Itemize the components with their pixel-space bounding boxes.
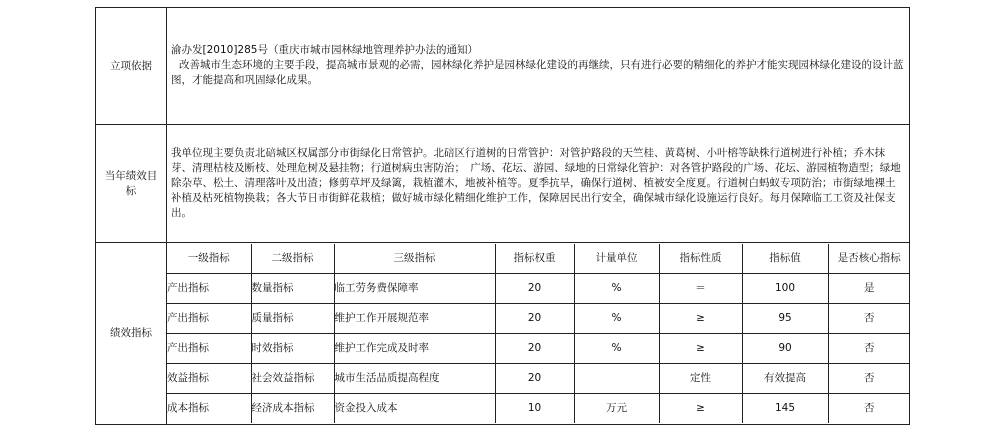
row-unit xyxy=(574,364,659,394)
header-value: 指标值 xyxy=(742,244,828,274)
row-weight: 20 xyxy=(495,274,574,304)
row-nature: ≥ xyxy=(659,394,742,424)
header-level1: 一级指标 xyxy=(167,244,251,274)
row-value: 100 xyxy=(742,274,828,304)
basis-row xyxy=(96,8,910,125)
row-value: 95 xyxy=(742,304,828,334)
perf-row xyxy=(96,243,910,425)
header-unit: 计量单位 xyxy=(574,244,659,274)
row-core: 否 xyxy=(828,394,910,424)
row-core: 否 xyxy=(828,334,910,364)
row-unit: % xyxy=(574,334,659,364)
row-level2: 质量指标 xyxy=(251,304,334,334)
row-value: 145 xyxy=(742,394,828,424)
row-level1: 产出指标 xyxy=(167,274,251,304)
row-level2: 经济成本指标 xyxy=(251,394,334,424)
perf-indicator-table xyxy=(167,244,910,423)
goal-content xyxy=(167,125,910,243)
row-value: 有效提高 xyxy=(742,364,828,394)
basis-content xyxy=(167,8,910,125)
goal-text: 我单位现主要负责北碚城区权属部分市街绿化日常管护。北碚区行道树的日常管护：对管护路段的天竺桂、黄葛树、小叶榕等缺株行道树进行补植；乔木抹芽、清理枯枝及断枝、处理危树及悬挂物；行道树病虫害防治； 广场、花坛、游园、绿地的日常绿化管护：对各管护路段的广场、花坛、游园植物造型；绿地除杂草、松土、清理落叶及出渣；修剪草坪及绿篱，栽植灌木，地被补植等。夏季抗旱，确保行道树、植被安全度夏。行道树白蚂蚁专项防治；市街绿地裸土补植及枯死植物换栽；各大节日市街鲜花栽植；做好城市绿化精细化维护工作，保障居民出行安全，确保城市绿化设施运行良好。每月保障临工工资及社保支出。 xyxy=(171,147,901,219)
row-core: 是 xyxy=(828,274,910,304)
row-weight: 20 xyxy=(495,304,574,334)
table-row xyxy=(167,394,910,424)
basis-description: 改善城市生态环境的主要手段，提高城市景观的必需，园林绿化养护是园林绿化建设的再继续，只有进行必要的精细化的养护才能实现园林绿化建设的设计蓝图，才能提高和巩固绿化成果。 xyxy=(171,59,904,86)
row-unit: 万元 xyxy=(574,394,659,424)
header-nature: 指标性质 xyxy=(659,244,742,274)
table-row xyxy=(167,364,910,394)
row-core: 否 xyxy=(828,304,910,334)
perf-label: 绩效指标 xyxy=(96,243,167,425)
header-weight: 指标权重 xyxy=(495,244,574,274)
basis-label: 立项依据 xyxy=(96,8,167,125)
row-level2: 数量指标 xyxy=(251,274,334,304)
header-level3: 三级指标 xyxy=(334,244,495,274)
row-level3: 城市生活品质提高程度 xyxy=(334,364,495,394)
table-row xyxy=(167,334,910,364)
row-level3: 维护工作完成及时率 xyxy=(334,334,495,364)
row-level2: 时效指标 xyxy=(251,334,334,364)
row-weight: 20 xyxy=(495,334,574,364)
row-level1: 产出指标 xyxy=(167,334,251,364)
row-core: 否 xyxy=(828,364,910,394)
row-nature: ＝ xyxy=(659,274,742,304)
perf-content xyxy=(167,243,910,425)
table-row xyxy=(167,304,910,334)
project-form-table xyxy=(95,7,910,425)
row-nature: ≥ xyxy=(659,334,742,364)
row-nature: 定性 xyxy=(659,364,742,394)
row-level1: 成本指标 xyxy=(167,394,251,424)
row-level1: 产出指标 xyxy=(167,304,251,334)
row-unit: % xyxy=(574,274,659,304)
row-level3: 维护工作开展规范率 xyxy=(334,304,495,334)
row-level1: 效益指标 xyxy=(167,364,251,394)
row-weight: 20 xyxy=(495,364,574,394)
row-nature: ≥ xyxy=(659,304,742,334)
basis-document-ref: 渝办发[2010]285号（重庆市城市园林绿地管理养护办法的通知） xyxy=(171,44,478,56)
goal-label: 当年绩效目标 xyxy=(96,125,167,243)
goal-row xyxy=(96,125,910,243)
header-level2: 二级指标 xyxy=(251,244,334,274)
row-level2: 社会效益指标 xyxy=(251,364,334,394)
row-weight: 10 xyxy=(495,394,574,424)
row-level3: 临工劳务费保障率 xyxy=(334,274,495,304)
row-unit: % xyxy=(574,304,659,334)
table-row xyxy=(167,274,910,304)
row-level3: 资金投入成本 xyxy=(334,394,495,424)
perf-header-row xyxy=(167,244,910,274)
header-core: 是否核心指标 xyxy=(828,244,910,274)
row-value: 90 xyxy=(742,334,828,364)
